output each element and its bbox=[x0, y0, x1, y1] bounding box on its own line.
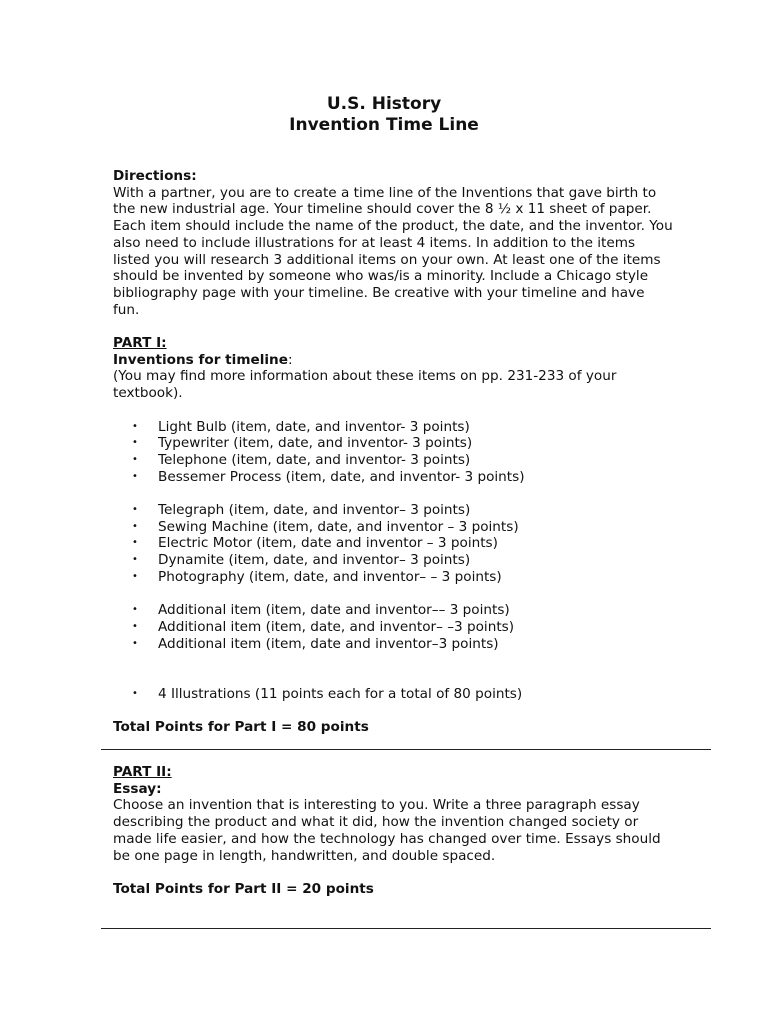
list-item bbox=[113, 419, 673, 436]
part1-heading: PART I: bbox=[113, 335, 167, 352]
list-item-text: Photography (item, date, and inventor– – 3 points) bbox=[158, 568, 502, 585]
part1-note: (You may find more information about these items on pp. 231-233 of your textbook). bbox=[113, 368, 617, 402]
list-item-text: Dynamite (item, date, and inventor– 3 points) bbox=[158, 552, 471, 569]
list-item bbox=[113, 469, 673, 486]
inventions-list-group3 bbox=[113, 602, 673, 652]
bullet-icon: • bbox=[132, 504, 138, 516]
bullet-icon: • bbox=[132, 470, 138, 482]
bullet-icon: • bbox=[132, 637, 138, 649]
part1-subheading: Inventions for timeline bbox=[113, 351, 288, 368]
list-item bbox=[113, 435, 673, 452]
list-item bbox=[113, 552, 673, 569]
list-item-text: Telegraph (item, date, and inventor– 3 points) bbox=[158, 502, 471, 519]
title-assignment: Invention Time Line bbox=[289, 115, 479, 135]
bullet-icon: • bbox=[132, 520, 138, 532]
part2-subheading: Essay: bbox=[113, 780, 162, 797]
list-item bbox=[113, 502, 673, 519]
list-item-text: Bessemer Process (item, date, and inventor- 3 points) bbox=[158, 468, 525, 485]
document-title bbox=[0, 94, 768, 136]
list-item bbox=[113, 535, 673, 552]
title-course: U.S. History bbox=[326, 94, 442, 114]
part2-section bbox=[113, 764, 673, 898]
list-item bbox=[113, 602, 673, 619]
bullet-icon: • bbox=[132, 604, 138, 616]
list-item-text: Telephone (item, date, and inventor- 3 points) bbox=[158, 451, 471, 468]
part2-total: Total Points for Part II = 20 points bbox=[113, 880, 374, 897]
bullet-icon: • bbox=[132, 554, 138, 566]
list-item bbox=[113, 452, 673, 469]
list-item-text: Additional item (item, date and inventor–– 3 points) bbox=[158, 602, 510, 619]
bottom-divider bbox=[101, 928, 711, 929]
part2-heading: PART II: bbox=[113, 764, 172, 780]
inventions-list-group2 bbox=[113, 502, 673, 586]
list-item bbox=[113, 519, 673, 536]
list-item-text: Typewriter (item, date, and inventor- 3 points) bbox=[158, 435, 473, 452]
list-item bbox=[113, 636, 673, 653]
bullet-icon: • bbox=[132, 687, 138, 699]
list-item bbox=[113, 569, 673, 586]
directions-heading: Directions: bbox=[113, 168, 197, 184]
section-divider bbox=[101, 749, 711, 750]
bullet-icon: • bbox=[132, 437, 138, 449]
bullet-icon: • bbox=[132, 420, 138, 432]
bullet-icon: • bbox=[132, 537, 138, 549]
list-item-text: Electric Motor (item, date and inventor – 3 points) bbox=[158, 535, 498, 552]
bullet-icon: • bbox=[132, 620, 138, 632]
list-item-text: Additional item (item, date, and inventor– –3 points) bbox=[158, 618, 515, 635]
inventions-list-group1 bbox=[113, 419, 673, 486]
bullet-icon: • bbox=[132, 453, 138, 465]
part1-section bbox=[113, 168, 673, 736]
list-item-text: Sewing Machine (item, date, and inventor – 3 points) bbox=[158, 518, 519, 535]
list-item-text: 4 Illustrations (11 points each for a total of 80 points) bbox=[158, 685, 523, 702]
list-item bbox=[113, 619, 673, 636]
part1-subheading-colon: : bbox=[287, 351, 293, 368]
directions-text: With a partner, you are to create a time line of the Inventions that gave birth to the new industrial age. Your timeline should cover the 8 ½ x 11 sheet of paper. Each item should include the name of the product, the date, and the inventor. You also need to include illustrations for at least 4 items. In addition to the items listed you will research 3 additional items on your own. At least one of the items should be invented by someone who was/is a minority. Include a Chicago style bibliography page with your timeline. Be creative with your timeline and have fun. bbox=[113, 184, 673, 318]
part1-total: Total Points for Part I = 80 points bbox=[113, 719, 369, 736]
list-item bbox=[113, 686, 673, 703]
part1-subheading-line bbox=[113, 352, 673, 369]
bullet-icon: • bbox=[132, 570, 138, 582]
part2-text: Choose an invention that is interesting to you. Write a three paragraph essay describing the product and what it did, how the invention changed society or made life easier, and how the technology has changed over time. Essays should be one page in length, handwritten, and double spaced. bbox=[113, 797, 661, 864]
list-item-text: Additional item (item, date and inventor–3 points) bbox=[158, 635, 499, 652]
list-item-text: Light Bulb (item, date, and inventor- 3 points) bbox=[158, 418, 470, 435]
inventions-list-group4 bbox=[113, 686, 673, 703]
